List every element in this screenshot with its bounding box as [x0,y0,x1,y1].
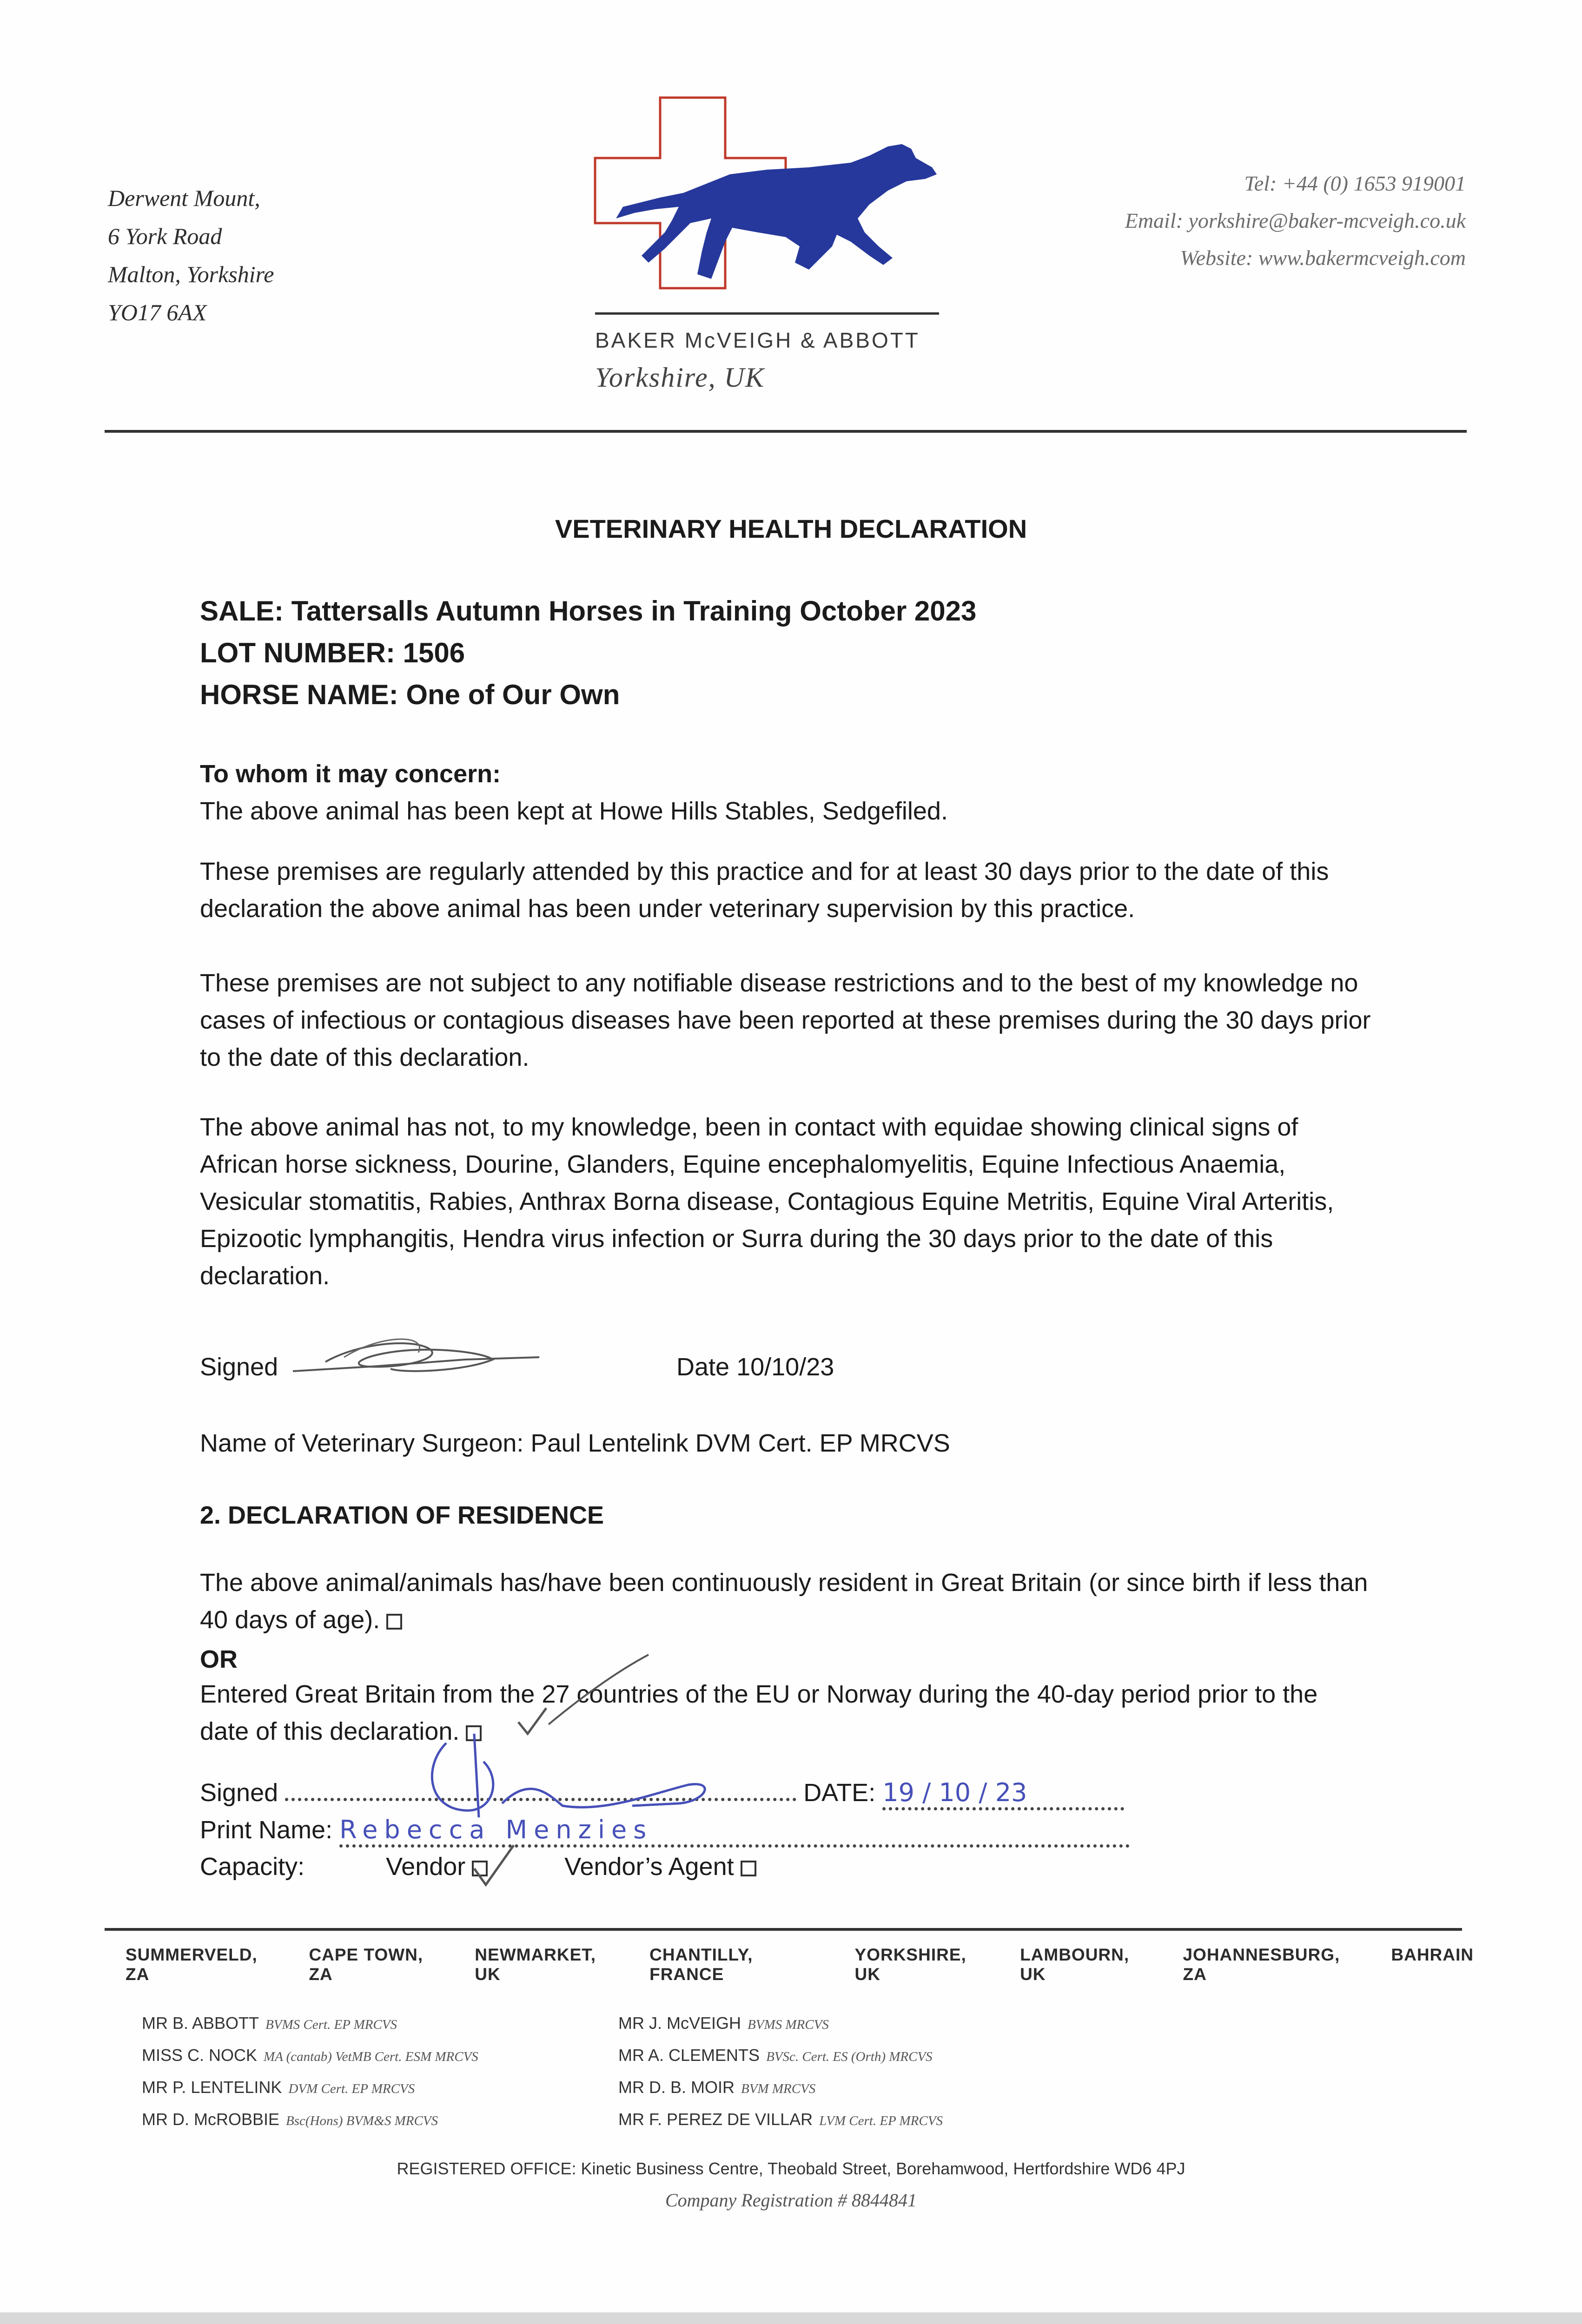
partner-name: MR A. CLEMENTS [618,2046,760,2065]
partner-name: MR D. McROBBIE [142,2110,280,2129]
partner-quals: BVM MRCVS [741,2081,816,2096]
vendor-date-label: DATE: [803,1779,876,1807]
residence-option-1-text: The above animal/animals has/have been continuously resident in Great Britain (or since birth if less than 40 days of age). [200,1569,1368,1634]
registered-office: REGISTERED OFFICE: Kinetic Business Centre, Theobald Street, Borehamwood, Hertfordshire WD6 4PJ [397,2159,1185,2178]
partner-quals: BVSc. Cert. ES (Orth) MRCVS [766,2049,933,2064]
vendor-option-label: Vendor [386,1853,466,1881]
paragraph-supervision: These premises are regularly attended by this practice and for at least 30 days prior to the date of this declaration the above animal has been under veterinary supervision by this practice. [200,858,1329,923]
vendor-signed-label: Signed [200,1779,278,1807]
or-separator: OR [200,1645,238,1673]
partner [618,2104,943,2136]
residence-option-2 [200,1676,1371,1750]
partner [618,2008,943,2040]
partner [142,2104,478,2136]
salutation: To whom it may concern: [200,760,501,788]
vet-signed-label: Signed [200,1353,278,1381]
partner-name: MR B. ABBOTT [142,2014,259,2033]
address-line: Malton, Yorkshire [108,261,274,287]
paragraph-diseases: The above animal has not, to my knowledge, been in contact with equidae showing clinical signs of African horse sickness, Dourine, Glanders, Equine encephalomyelitis, Equine Infectious Anaemia, Vesicular stomatitis, Rabies, Anthrax Borna disease, Contagious Equine Metritis, Equine Viral Arteritis, Epizootic lymphangitis, Hendra virus infection or Surra during the 30 days prior to the date of this declaration. [200,1113,1334,1290]
address-line: 6 York Road [108,223,222,249]
location: CHANTILLY, FRANCE [649,1945,753,1984]
logo-underline [595,312,939,315]
strikethrough-mark-icon [539,1650,655,1734]
checkmark-icon [470,1841,516,1892]
location: YORKSHIRE, UK [854,1945,966,1984]
paragraph-kept-at: The above animal has been kept at Howe Hills Stables, Sedgefiled. [200,797,948,825]
residence-option-2-text: Entered Great Britain from the 27 countries of the EU or Norway during the 40-day period prior to the date of this declaration. [200,1680,1318,1745]
paragraph-restrictions: These premises are not subject to any notifiable disease restrictions and to the best of my knowledge no cases of infectious or contagious diseases have been reported at these premises during the 30 days prior to the date of this declaration. [200,969,1371,1071]
partner-name: MR D. B. MOIR [618,2078,735,2097]
sale-details [200,590,1371,716]
brand-name: BAKER McVEIGH & ABBOTT [595,328,920,352]
phone-text: Tel: +44 (0) 1653 919001 [1244,172,1466,195]
partner-quals: MA (cantab) VetMB Cert. ESM MRCVS [264,2049,478,2064]
partner [618,2040,943,2072]
partner [142,2008,478,2040]
residence-heading: 2. DECLARATION OF RESIDENCE [200,1501,604,1529]
sale-line: SALE: Tattersalls Autumn Horses in Training October 2023 [200,595,977,627]
partner-name: MR J. McVEIGH [618,2014,741,2033]
location: LAMBOURN, UK [1020,1945,1130,1984]
brand-location: Yorkshire, UK [595,362,765,393]
email-text: Email: yorkshire@baker-mcveigh.co.uk [1125,209,1466,232]
partner-name: MISS C. NOCK [142,2046,258,2065]
partner [142,2040,478,2072]
scan-edge [0,2312,1582,2324]
vet-name: Name of Veterinary Surgeon: Paul Lentelink DVM Cert. EP MRCVS [200,1429,950,1457]
header-divider [105,430,1467,433]
vet-signature-row [200,1353,1409,1381]
print-name-row [200,1815,1130,1848]
horse-name: HORSE NAME: One of Our Own [200,679,620,710]
company-registration: Company Registration # 8844841 [665,2190,917,2211]
partners-list-right [618,2008,943,2136]
location: SUMMERVELD, ZA [126,1945,258,1984]
location: NEWMARKET, UK [475,1945,596,1984]
partner [142,2072,478,2104]
partner-quals: BVMS MRCVS [748,2017,829,2032]
vendor-date-field[interactable]: 19 / 10 / 23 [882,1778,1124,1810]
agent-option-label: Vendor’s Agent [564,1853,734,1881]
practice-address [108,179,274,331]
location: JOHANNESBURG, ZA [1183,1945,1340,1984]
partner-quals: LVM Cert. EP MRCVS [819,2113,943,2128]
lot-number: LOT NUMBER: 1506 [200,637,465,668]
partner-quals: Bsc(Hons) BVM&S MRCVS [286,2113,438,2128]
office-locations [126,1945,1474,1984]
partner [618,2072,943,2104]
partner-name: MR P. LENTELINK [142,2078,282,2097]
print-name-label: Print Name: [200,1816,333,1844]
residence-option-1 [200,1564,1371,1638]
partner-quals: BVMS Cert. EP MRCVS [265,2017,397,2032]
concern-block [200,755,1371,830]
footer-divider [105,1928,1462,1931]
document-title: VETERINARY HEALTH DECLARATION [555,514,1027,543]
location: BAHRAIN [1391,1945,1474,1964]
website-text: Website: www.bakermcveigh.com [1180,246,1466,270]
capacity-label: Capacity: [200,1853,305,1881]
print-name-field[interactable]: Rebecca Menzies [339,1815,1130,1848]
option-1-checkbox[interactable] [386,1614,402,1630]
partner-name: MR F. PEREZ DE VILLAR [618,2110,813,2129]
vet-signature-date: Date 10/10/23 [676,1353,834,1381]
agent-checkbox[interactable] [741,1861,756,1876]
practice-contact [1125,165,1466,277]
horse-cross-logo-icon [590,93,953,325]
location: CAPE TOWN, ZA [309,1945,424,1984]
partners-list-left [142,2008,478,2136]
vet-signature-icon [288,1325,549,1385]
address-line: YO17 6AX [108,299,207,325]
partner-quals: DVM Cert. EP MRCVS [288,2081,415,2096]
address-line: Derwent Mount, [108,185,260,211]
